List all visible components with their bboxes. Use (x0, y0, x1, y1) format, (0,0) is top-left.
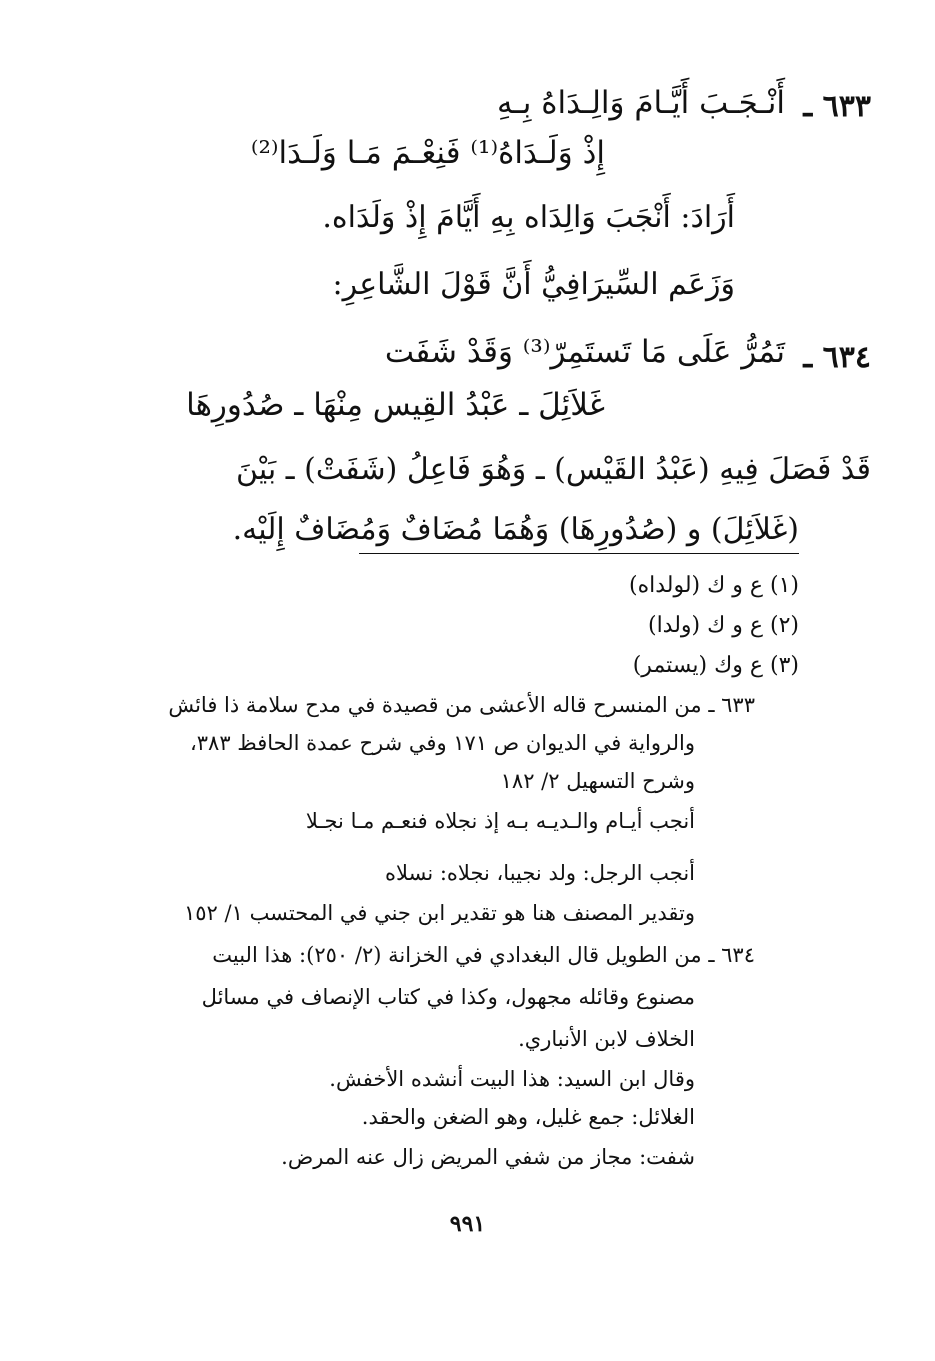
note-634-line-1: ٦٣٤ ـ من الطويل قال البغدادي في الخزانة (٢/ ٢٥٠): هذا البيت (212, 943, 755, 967)
footnote-1: (١) ع و ك (لولداه) (629, 573, 799, 598)
note-634-line-2: مصنوع وقائله مجهول، وكذا في كتاب الإنصاف في مسائل (201, 985, 695, 1009)
note-633-line-3: وشرح التسهيل ٢/ ١٨٢ (500, 769, 695, 793)
verse-634-line-2: غَلاَئِلَ ـ عَبْدُ القِيس مِنْهَا ـ صُدُورِهَا (186, 387, 605, 423)
note-633-line-5: أنجب الرجل: ولد نجيبا، نجلاه: نسلاه (385, 861, 695, 885)
note-633-line-4: أنجب أيـام والـديـه بـه إذ نجلاه فنعـم مـا نجـلا (305, 809, 695, 833)
prose-633-line-1: أَرَادَ: أَنْجَبَ وَالِدَاه بِهِ أَيَّامَ إِذْ وَلَدَاه. (322, 200, 735, 235)
page-number: ٩٩١ (449, 1211, 486, 1237)
footnote-3: (٣) ع وك (يستمر) (632, 653, 799, 678)
footnote-separator (359, 553, 799, 554)
verse-633-line-1: أَنْـجَـبَ أَيَّـامَ وَالِـدَاهُ بِـهِ (497, 85, 785, 121)
note-633-line-6: وتقدير المصنف هنا هو تقدير ابن جني في المحتسب ١/ ١٥٢ (184, 901, 695, 925)
note-634-line-6: شفت: مجاز من شفي المريض زال عنه المرض. (281, 1145, 695, 1169)
note-634-line-4: وقال ابن السيد: هذا البيت أنشده الأخفش. (329, 1067, 695, 1091)
verse-633-line-2: إِذْ وَلَـدَاهُ⁽¹⁾ فَنِعْـمَ مَـا وَلَـدَا⁽²⁾ (250, 135, 605, 171)
note-634-line-3: الخلاف لابن الأنباري. (518, 1027, 695, 1051)
note-634-line-5: الغلائل: جمع غليل، وهو الضغن والحقد. (361, 1105, 695, 1129)
prose-634-line-2: (غَلاَئِلَ) و (صُدُورِهَا) وَهُمَا مُضَافٌ وَمُضَافٌ إِلَيْه. (232, 512, 799, 547)
verse-number-633: ٦٣٣ ـ (803, 89, 871, 124)
verse-634-line-1: تَمُرُّ عَلَى مَا تَستَمِرّ⁽³⁾ وَقَدْ شَفَت (384, 334, 785, 370)
verse-number-634: ٦٣٤ ـ (803, 340, 871, 375)
footnote-2: (٢) ع و ك (ولدا) (647, 613, 799, 638)
prose-633-line-2: وَزَعَم السِّيرَافِيُّ أَنَّ قَوْلَ الشَّاعِرِ: (332, 267, 735, 302)
prose-634-line-1: قَدْ فَصَلَ فِيهِ (عَبْدُ القَيْس) ـ وَهُوَ فَاعِلُ (شَفَتْ) ـ بَيْنَ (236, 452, 871, 487)
note-633-line-1: ٦٣٣ ـ من المنسرح قاله الأعشى من قصيدة في مدح سلامة ذا فائش (168, 693, 755, 717)
note-633-line-2: والرواية في الديوان ص ١٧١ وفي شرح عمدة الحافظ ٣٨٣، (189, 731, 695, 755)
